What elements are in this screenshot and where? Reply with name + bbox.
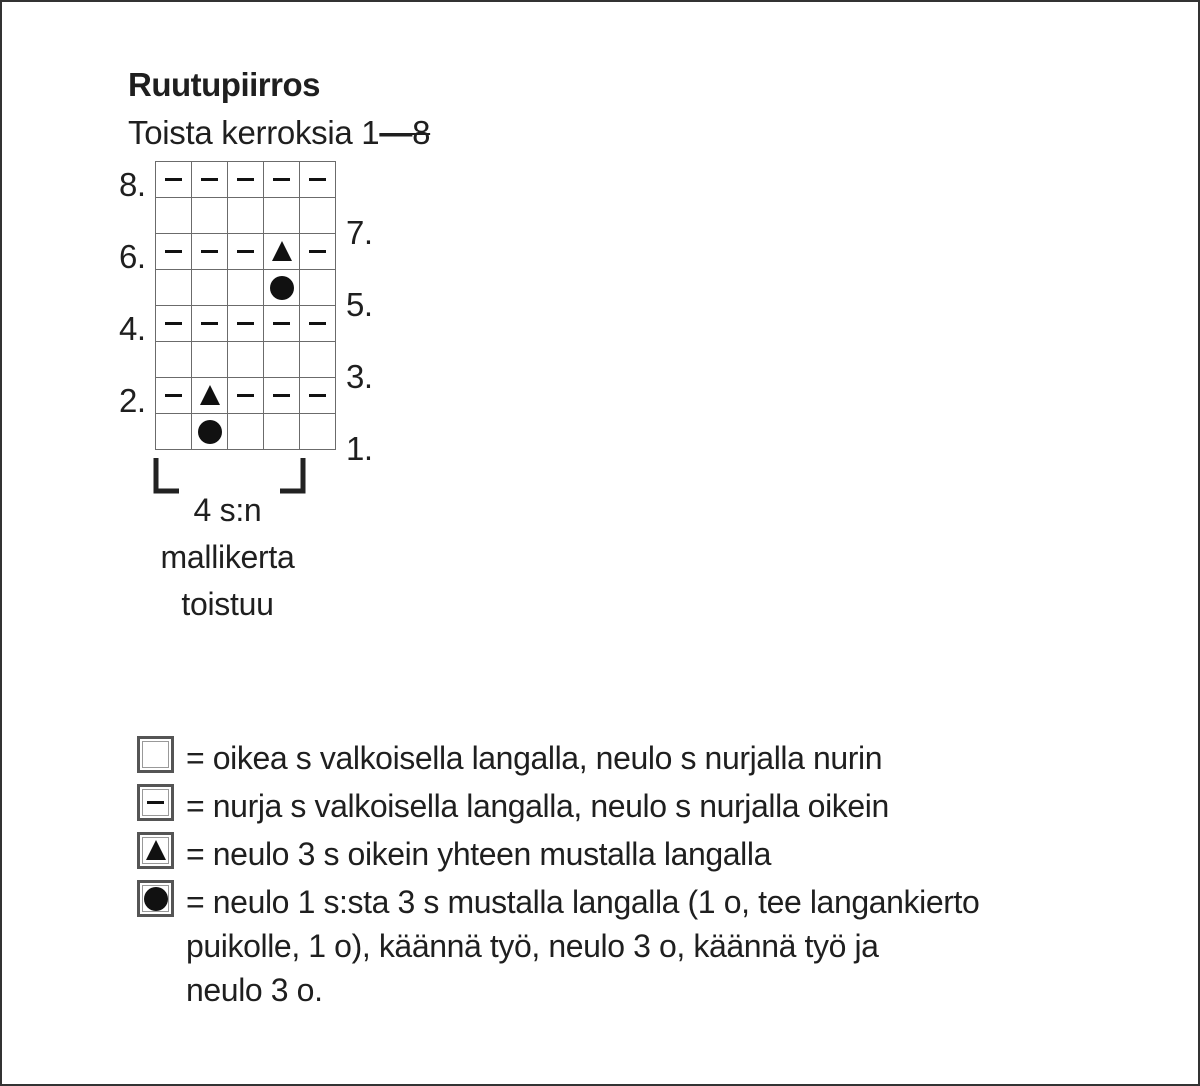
chart-cell bbox=[227, 305, 264, 342]
legend-symbol bbox=[137, 736, 174, 773]
dash-icon bbox=[165, 322, 182, 325]
legend-text: puikolle, 1 o), käännä työ, neulo 3 o, käännä työ ja bbox=[186, 928, 879, 964]
dash-icon bbox=[273, 322, 290, 325]
chart-cell bbox=[155, 161, 192, 198]
dash-icon bbox=[201, 178, 218, 181]
chart-cell bbox=[263, 341, 300, 378]
dot-icon bbox=[198, 420, 222, 444]
row-number: 7. bbox=[346, 214, 373, 251]
chart-cell bbox=[227, 269, 264, 306]
dash-icon bbox=[201, 250, 218, 253]
row-number: 2. bbox=[119, 382, 146, 419]
dash-icon bbox=[273, 178, 290, 181]
repeat-note bbox=[140, 487, 315, 628]
row-number: 8. bbox=[119, 166, 146, 203]
dash-icon bbox=[237, 250, 254, 253]
chart-cell bbox=[227, 233, 264, 270]
dot-icon bbox=[144, 887, 168, 911]
chart-cell bbox=[227, 197, 264, 234]
row-number: 4. bbox=[119, 310, 146, 347]
chart-cell bbox=[263, 269, 300, 306]
legend-text: = nurja s valkoisella langalla, neulo s nurjalla oikein bbox=[186, 788, 889, 824]
chart-cell bbox=[299, 377, 336, 414]
dot-icon bbox=[270, 276, 294, 300]
chart-cell bbox=[191, 413, 228, 450]
dash-icon bbox=[165, 394, 182, 397]
legend-symbol bbox=[137, 784, 174, 821]
legend-text: = neulo 1 s:sta 3 s mustalla langalla (1 o, tee langankierto bbox=[186, 884, 980, 920]
chart-cell bbox=[227, 377, 264, 414]
dash-icon bbox=[309, 250, 326, 253]
chart-cell bbox=[299, 233, 336, 270]
dash-icon bbox=[309, 178, 326, 181]
subtitle-prefix: Toista kerroksia 1 bbox=[128, 114, 380, 151]
row-number: 6. bbox=[119, 238, 146, 275]
chart-cell bbox=[191, 377, 228, 414]
chart-cell bbox=[263, 413, 300, 450]
chart-cell bbox=[263, 305, 300, 342]
chart-cell bbox=[155, 269, 192, 306]
chart-cell bbox=[155, 413, 192, 450]
dash-icon bbox=[165, 178, 182, 181]
chart-cell bbox=[191, 197, 228, 234]
chart-subtitle bbox=[128, 114, 430, 152]
chart-cell bbox=[299, 341, 336, 378]
row-number: 5. bbox=[346, 286, 373, 323]
dash-icon bbox=[273, 394, 290, 397]
chart-cell bbox=[299, 197, 336, 234]
row-number: 1. bbox=[346, 430, 373, 467]
triangle-icon bbox=[146, 840, 166, 860]
subtitle-strike: —8 bbox=[379, 114, 431, 151]
chart-cell bbox=[299, 269, 336, 306]
chart-cell bbox=[155, 233, 192, 270]
triangle-icon bbox=[272, 241, 292, 261]
dash-icon bbox=[237, 394, 254, 397]
chart-cell bbox=[155, 305, 192, 342]
chart-cell bbox=[191, 269, 228, 306]
chart-cell bbox=[191, 341, 228, 378]
dash-icon bbox=[309, 394, 326, 397]
chart-cell bbox=[227, 161, 264, 198]
legend-text: = neulo 3 s oikein yhteen mustalla langalla bbox=[186, 836, 771, 872]
triangle-icon bbox=[200, 385, 220, 405]
chart-cell bbox=[299, 413, 336, 450]
chart-cell bbox=[155, 377, 192, 414]
chart-cell bbox=[263, 197, 300, 234]
chart-cell bbox=[191, 305, 228, 342]
dash-icon bbox=[309, 322, 326, 325]
row-number: 3. bbox=[346, 358, 373, 395]
chart-cell bbox=[155, 197, 192, 234]
chart-cell bbox=[227, 341, 264, 378]
repeat-line-3: toistuu bbox=[181, 586, 274, 622]
chart-cell bbox=[263, 233, 300, 270]
dash-icon bbox=[165, 250, 182, 253]
chart-cell bbox=[155, 341, 192, 378]
legend-text: neulo 3 o. bbox=[186, 972, 323, 1008]
dash-icon bbox=[237, 178, 254, 181]
chart-cell bbox=[191, 161, 228, 198]
legend-text: = oikea s valkoisella langalla, neulo s nurjalla nurin bbox=[186, 740, 883, 776]
legend-symbol bbox=[137, 880, 174, 917]
chart-cell bbox=[191, 233, 228, 270]
chart-cell bbox=[299, 161, 336, 198]
chart-cell bbox=[263, 161, 300, 198]
dash-icon bbox=[237, 322, 254, 325]
chart-title: Ruutupiirros bbox=[128, 66, 320, 103]
chart-cell bbox=[299, 305, 336, 342]
legend-symbol bbox=[137, 832, 174, 869]
dash-icon bbox=[147, 801, 164, 804]
repeat-line-1: 4 s:n bbox=[193, 492, 262, 528]
dash-icon bbox=[201, 322, 218, 325]
chart-cell bbox=[263, 377, 300, 414]
chart-cell bbox=[227, 413, 264, 450]
repeat-line-2: mallikerta bbox=[160, 539, 295, 575]
